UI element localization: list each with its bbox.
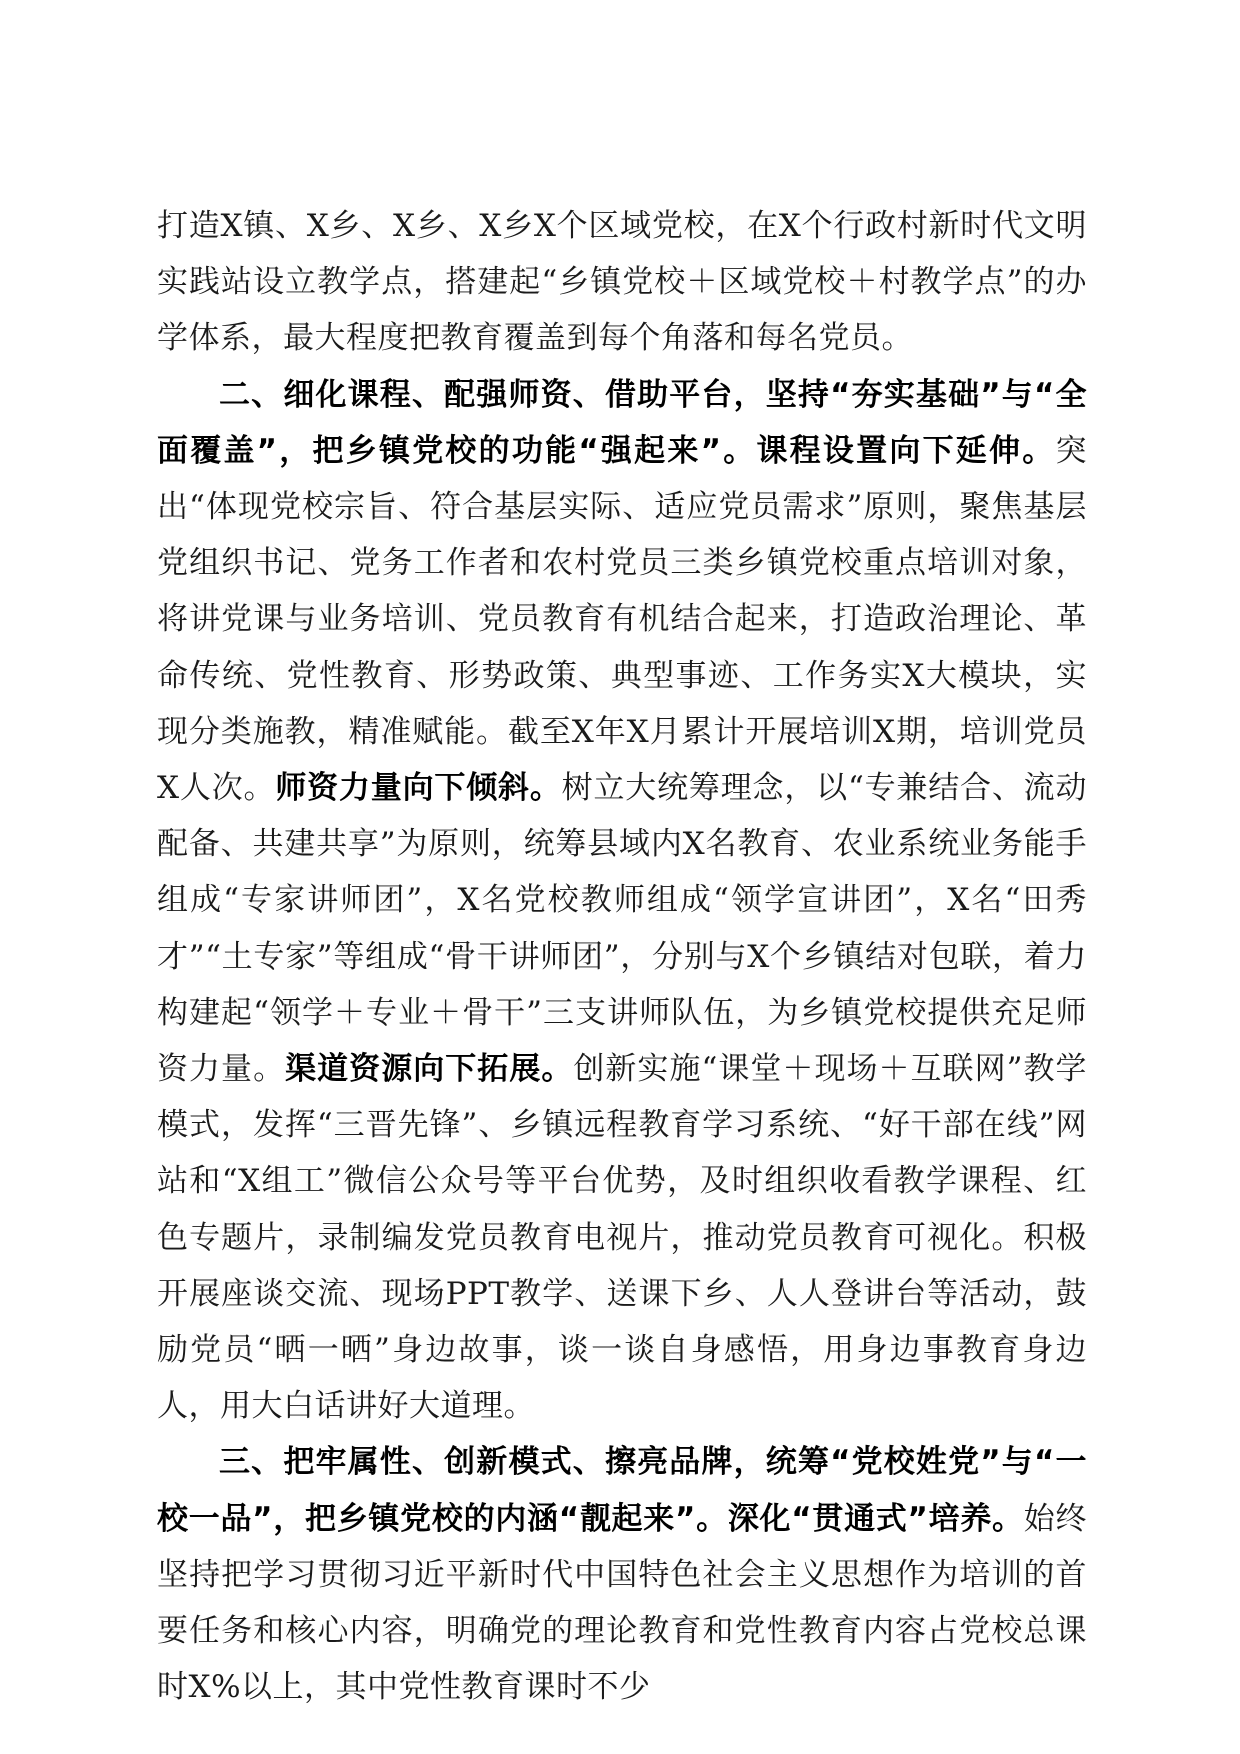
paragraph-1 [157, 198, 1087, 367]
section-3-heading: 三、把牢属性、创新模式、擦亮品牌，统筹“党校姓党”与“一校一品”，把乡镇党校的内涵“靓起来”。深化“贯通式”培养。 [157, 1444, 1087, 1537]
section-2-channel-text: 创新实施“课堂＋现场＋互联网”教学模式，发挥“三晋先锋”、乡镇远程教育学习系统、“好干部在线”网站和“X组工”微信公众号等平台优势，及时组织收看教学课程、红色专题片，录制编发党员教育电视片，推动党员教育可视化。积极开展座谈交流、现场PPT教学、送课下乡、人人登讲台等活动，鼓励党员“晒一晒”身边故事，谈一谈自身感悟，用身边事教育身边人，用大白话讲好大道理。 [157, 1051, 1088, 1425]
section-2-channel-subheading: 渠道资源向下拓展。 [285, 1051, 574, 1088]
section-2-teacher-subheading: 师资力量向下倾斜。 [275, 770, 562, 807]
section-2-heading: 二、细化课程、配强师资、借助平台，坚持“夯实基础”与“全面覆盖”，把乡镇党校的功能“强起来”。课程设置向下延伸。 [157, 376, 1087, 469]
paragraph-2 [157, 367, 1087, 1435]
document-page [157, 198, 1087, 1715]
section-2-course-text: 突出“体现党校宗旨、符合基层实际、适应党员需求”原则，聚焦基层党组织书记、党务工作者和农村党员三类乡镇党校重点培训对象，将讲党课与业务培训、党员教育有机结合起来，打造政治理论、革命传统、党性教育、形势政策、典型事迹、工作务实X大模块，实现分类施教，精准赋能。截至X年X月累计开展培训X期，培训党员X人次。 [157, 432, 1087, 807]
section-2-teacher-text: 树立大统筹理念，以“专兼结合、流动配备、共建共享”为原则，统筹县域内X名教育、农业系统业务能手组成“专家讲师团”，X名党校教师组成“领学宣讲团”，X名“田秀才”“土专家”等组成“骨干讲师团”，分别与X个乡镇结对包联，着力构建起“领学＋专业＋骨干”三支讲师队伍，为乡镇党校提供充足师资力量。 [157, 770, 1087, 1088]
section-3-text: 始终坚持把学习贯彻习近平新时代中国特色社会主义思想作为培训的首要任务和核心内容，明确党的理论教育和党性教育内容占党校总课时X%以上，其中党性教育课时不少 [157, 1500, 1088, 1706]
paragraph-3 [157, 1434, 1087, 1715]
paragraph-1-text: 打造X镇、X乡、X乡、X乡X个区域党校，在X个行政村新时代文明实践站设立教学点，搭建起“乡镇党校＋区域党校＋村教学点”的办学体系，最大程度把教育覆盖到每个角落和每名党员。 [157, 208, 1087, 357]
